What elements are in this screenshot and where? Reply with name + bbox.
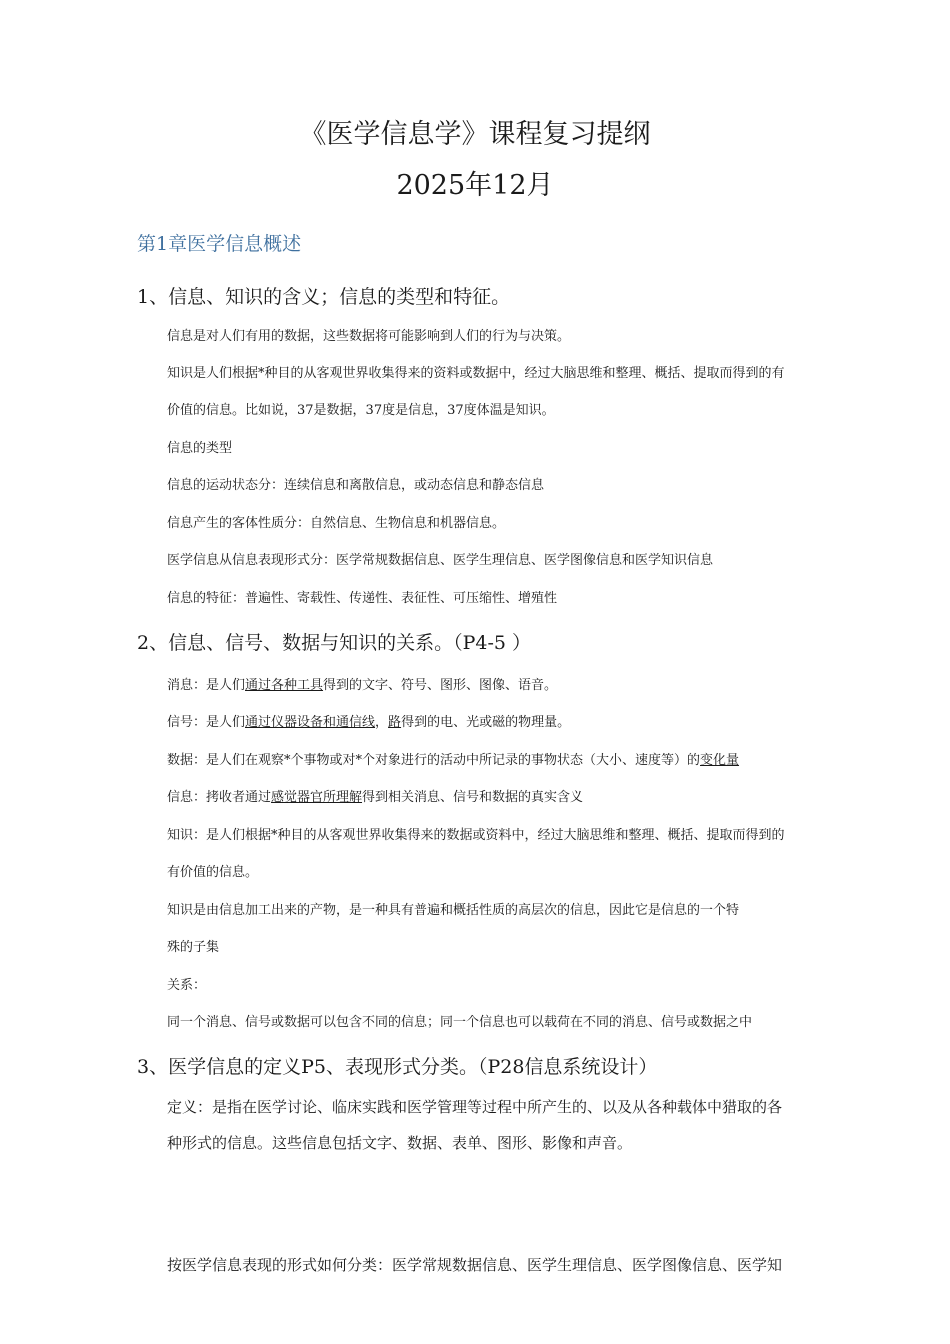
doc-date: 2025年12月 bbox=[396, 170, 554, 201]
q2-data-underlined: 变化量 bbox=[700, 753, 740, 768]
q2-line: 有价值的信息。 bbox=[167, 865, 259, 880]
chapter-heading: 第1章医学信息概述 bbox=[137, 233, 302, 255]
q2-message-text: 消息：是人们 bbox=[167, 678, 246, 693]
question-1-heading: 1、信息、知识的含义；信息的类型和特征。 bbox=[137, 286, 511, 308]
q2-message-line bbox=[167, 674, 557, 693]
q2-info-text: 信息：拷收者通过 bbox=[167, 790, 272, 805]
doc-title: 《医学信息学》课程复习提纲 bbox=[299, 119, 651, 150]
q1-line: 信息产生的客体性质分：自然信息、生物信息和机器信息。 bbox=[167, 516, 506, 531]
q2-message-underlined: 通过各种工具 bbox=[245, 678, 324, 693]
q2-signal-line bbox=[167, 711, 570, 730]
q1-line: 知识是人们根据*种目的从客观世界收集得来的资料或数据中，经过大脑思维和整理、概括、提取而得到的有 bbox=[167, 366, 785, 381]
q2-signal-text: 信号：是人们 bbox=[167, 715, 246, 730]
q2-message-rest: 得到的文字、符号、图形、图像、语音。 bbox=[323, 678, 558, 693]
q2-data-text: 数据：是人们在观察*个事物或对*个对象进行的活动中所记录的事物状态（大小、速度等）的 bbox=[167, 753, 701, 768]
q1-line: 信息的运动状态分：连续信息和离散信息，或动态信息和静态信息 bbox=[167, 478, 545, 493]
q2-line: 知识是由信息加工出来的产物，是一种具有普遍和概括性质的高层次的信息，因此它是信息的一个特 bbox=[167, 903, 740, 918]
q2-data-line bbox=[167, 749, 739, 768]
q3-line: 种形式的信息。这些信息包括文字、数据、表单、图形、影像和声音。 bbox=[167, 1134, 633, 1152]
q2-line: 同一个消息、信号或数据可以包含不同的信息；同一个信息也可以载荷在不同的消息、信号或数据之中 bbox=[167, 1015, 753, 1030]
q2-line: 知识：是人们根据*种目的从客观世界收集得来的数据或资料中，经过大脑思维和整理、概括、提取而得到的 bbox=[167, 828, 785, 843]
question-2-heading: 2、信息、信号、数据与知识的关系。（P4-5 ） bbox=[137, 632, 532, 654]
q2-signal-underlined-2: 路 bbox=[388, 715, 402, 730]
q3-line: 按医学信息表现的形式如何分类：医学常规数据信息、医学生理信息、医学图像信息、医学知 bbox=[167, 1256, 783, 1274]
q1-line: 信息是对人们有用的数据，这些数据将可能影响到人们的行为与决策。 bbox=[167, 329, 571, 344]
question-3-heading: 3、医学信息的定义P5、表现形式分类。（P28信息系统设计） bbox=[137, 1056, 658, 1078]
q3-line: 定义：是指在医学讨论、临床实践和医学管理等过程中所产生的、以及从各种载体中猎取的各 bbox=[167, 1098, 783, 1116]
q2-info-rest: 得到相关消息、信号和数据的真实含义 bbox=[362, 790, 584, 805]
q2-line: 关系： bbox=[167, 978, 207, 993]
q2-info-line bbox=[167, 786, 583, 805]
q1-line: 价值的信息。比如说，37是数据，37度是信息，37度体温是知识。 bbox=[167, 403, 555, 418]
q1-line: 信息的特征：普遍性、寄载性、传递性、表征性、可压缩性、增殖性 bbox=[167, 591, 558, 606]
q1-line: 信息的类型 bbox=[167, 441, 233, 456]
q2-signal-rest: 得到的电、光或磁的物理量。 bbox=[401, 715, 571, 730]
q2-signal-underlined-1: 通过仪器设备和通信线 bbox=[245, 715, 376, 730]
q1-line: 医学信息从信息表现形式分：医学常规数据信息、医学生理信息、医学图像信息和医学知识信息 bbox=[167, 553, 714, 568]
q2-signal-comma: ， bbox=[375, 715, 389, 730]
q2-line: 殊的子集 bbox=[167, 940, 220, 955]
q2-info-underlined: 感觉器官所理解 bbox=[271, 790, 363, 805]
